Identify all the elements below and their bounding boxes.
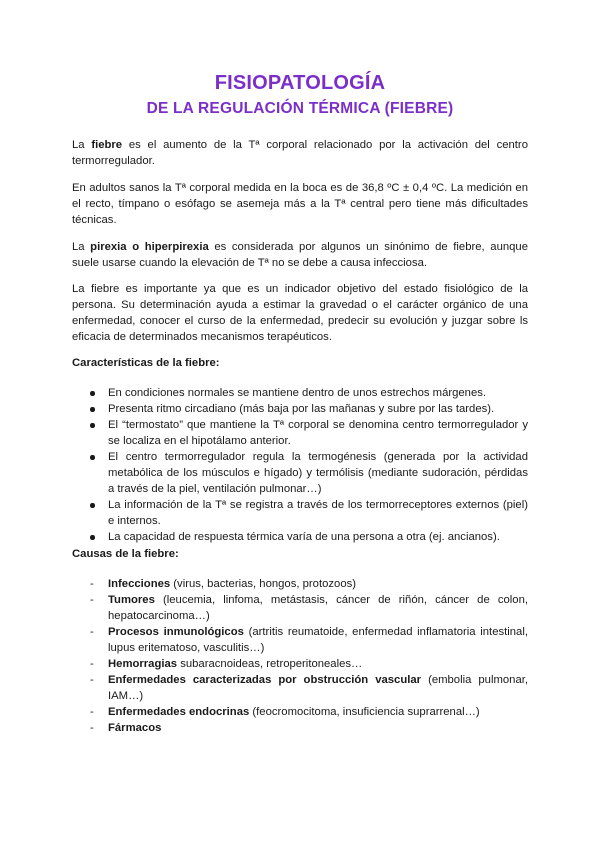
list-item (72, 529, 528, 545)
dash-icon: - (90, 674, 94, 686)
list-item-text: La capacidad de respuesta térmica varía de una persona a otra (ej. ancianos). (108, 531, 500, 543)
cause-detail: (artritis reumatoide, enfermedad inflamatoria intestinal, lupus eritematoso, vasculitis…) (108, 626, 528, 654)
list-item (72, 592, 528, 624)
list-item (72, 385, 528, 401)
bullet-icon (90, 391, 95, 396)
characteristics-heading: Características de la fiebre: (72, 357, 220, 369)
characteristics-list (72, 385, 528, 545)
list-item (72, 704, 528, 720)
dash-icon: - (90, 658, 94, 670)
causes-list (72, 576, 528, 736)
bullet-icon (90, 407, 95, 412)
list-item-text: La información de la Tª se registra a través de los termorreceptores externos (piel) e internos. (108, 499, 528, 527)
list-item-text: Presenta ritmo circadiano (más baja por las mañanas y subre por las tardes). (108, 403, 495, 415)
list-item (72, 497, 528, 529)
page-title: FISIOPATOLOGÍA (214, 72, 386, 94)
bullet-icon (90, 455, 95, 460)
cause-name: Enfermedades caracterizadas por obstrucción vascular (108, 674, 422, 686)
p1-pre: La (72, 139, 92, 151)
bullet-icon (90, 423, 95, 428)
cause-name: Tumores (108, 594, 155, 606)
cause-name: Infecciones (108, 578, 171, 590)
list-item (72, 720, 528, 736)
cause-detail: (feocromocitoma, insuficiencia suprarrenal…) (249, 706, 480, 718)
dash-icon: - (90, 578, 94, 590)
page-subtitle: DE LA REGULACIÓN TÉRMICA (FIEBRE) (146, 100, 454, 117)
dash-icon: - (90, 722, 94, 734)
list-item-text: En condiciones normales se mantiene dentro de unos estrechos márgenes. (108, 387, 487, 399)
paragraph-temperature-measurement: En adultos sanos la Tª corporal medida en la boca es de 36,8 ºC ± 0,4 ºC. La medición en el recto, tímpano o esófago se asemeja más a la Tª central pero tiene más dificultades técnicas. (72, 182, 528, 226)
cause-detail: (embolia pulmonar, IAM…) (108, 674, 528, 702)
list-item (72, 576, 528, 592)
p1-post: es el aumento de la Tª corporal relacionado por la activación del centro termorregulador. (72, 139, 528, 167)
paragraph-fever-importance: La fiebre es importante ya que es un indicador objetivo del estado fisiológico de la persona. Su determinación ayuda a estimar la gravedad o el carácter orgánico de una enfermedad, conocer el curso de la enfermedad, predecir su evolución y juzgar sobre ls eficacia de determinados mecanismos terapéuticos. (72, 283, 528, 343)
causes-heading: Causas de la fiebre: (72, 548, 179, 560)
bullet-icon (90, 503, 95, 508)
paragraph-fiebre-definition (72, 137, 528, 169)
p1-bold-term: fiebre (91, 139, 123, 151)
dash-icon: - (90, 706, 94, 718)
cause-detail: (virus, bacterias, hongos, protozoos) (170, 578, 357, 590)
list-item-text: El centro termorregulador regula la termogénesis (generada por la actividad metabólica de los músculos e hígado) y termólisis (mediante sudoración, pérdidas a través de la piel, ventilación pulmonar…) (108, 451, 528, 495)
p3-bold-term: pirexia o hiperpirexia (90, 241, 209, 253)
cause-detail: subaracnoideas, retroperitoneales… (177, 658, 363, 670)
list-item (72, 401, 528, 417)
cause-detail: (leucemia, linfoma, metástasis, cáncer de riñón, cáncer de colon, hepatocarcinoma…) (108, 594, 528, 622)
list-item (72, 672, 528, 704)
dash-icon: - (90, 626, 94, 638)
list-item (72, 449, 528, 497)
list-item (72, 417, 528, 449)
bullet-icon (90, 535, 95, 540)
dash-icon: - (90, 594, 94, 606)
cause-name: Hemorragias (108, 658, 178, 670)
cause-name: Fármacos (108, 722, 162, 734)
list-item (72, 656, 528, 672)
list-item-text: El “termostato” que mantiene la Tª corporal se denomina centro termorregulador y se localiza en el hipotálamo anterior. (108, 419, 528, 447)
list-item (72, 624, 528, 656)
p3-pre: La (72, 241, 91, 253)
paragraph-pirexia (72, 239, 528, 271)
p3-post: es considerada por algunos un sinónimo de fiebre, aunque suele usarse cuando la elevación de Tª no se debe a causa infecciosa. (72, 241, 528, 269)
cause-name: Enfermedades endocrinas (108, 706, 250, 718)
cause-name: Procesos inmunológicos (108, 626, 244, 638)
